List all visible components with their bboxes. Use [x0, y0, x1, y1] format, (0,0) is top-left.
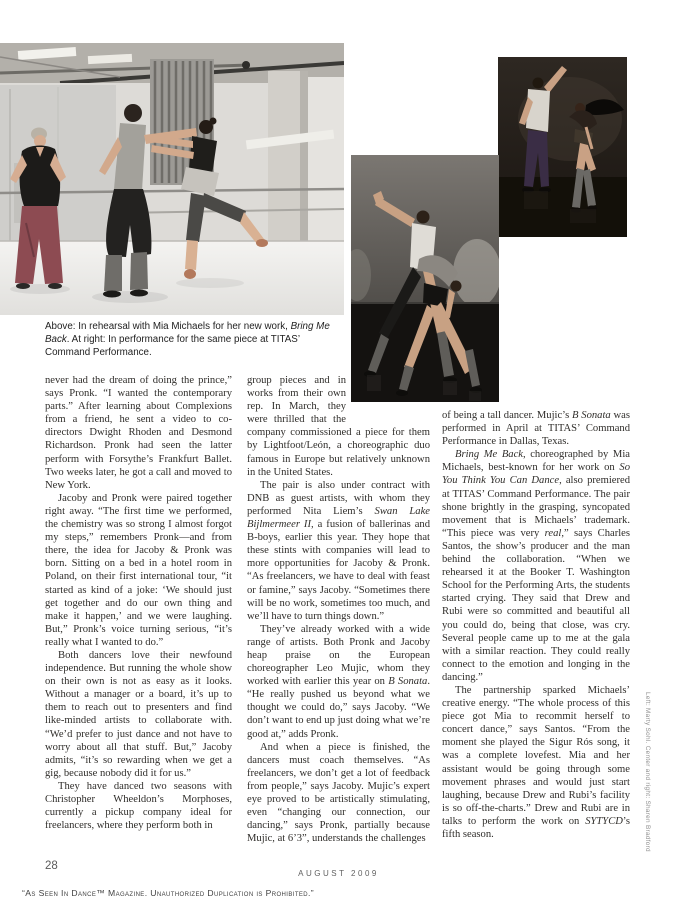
article-column-1: [45, 374, 232, 832]
body-paragraph: never had the dream of doing the prince,” says Pronk. “I wanted the contemporary parts.” After learning about Complexions from a friend, he sent a video to co-directors Dwight Rhoden and Desmond Richardson. Pronk had seen the latter perform with Forsythe’s Frankfurt Ballet. Two weeks later, he got a call and moved to New York.: [45, 375, 232, 491]
body-paragraph: The pair is also under contract with DNB as guest artists, with whom they performed Nita Liem’s Swan Lake Bijlmermeer II, a fusion of ballerinas and B-boys, earlier this year. They hope that these stints with companies will lead to more opportunities for Jacoby & Pronk. “As freelancers, we have to deal with feast or famine,” says Jacoby. “Sometimes there will be no work, sometimes too much, and we’ll have to turn things down.”: [247, 479, 430, 622]
body-paragraph: And when a piece is finished, the dancers must coach themselves. “As freelancers, we don’t get a lot of feedback from people,” says Jacoby. Mujic’s expert eye proved to be artistically stimulating, even “changing our connection, our dancing,” says Pronk, partially because Mujic, at 6’3”, understands the challenges: [247, 741, 430, 845]
performance-photo-upper: [498, 57, 627, 237]
photo-caption: Above: In rehearsal with Mia Michaels for her new work, Bring Me Back. At right: In performance for the same piece at TITAS’ Command Performance.: [45, 321, 330, 358]
copyright-disclaimer: “As Seen In Dance™ Magazine. Unauthorized Duplication is Prohibited.”: [22, 888, 315, 898]
photo-credit: Left: Marty Sohl. Center and right: Sharen Bradford: [644, 692, 651, 852]
rehearsal-photo: [0, 43, 344, 315]
body-paragraph: Bring Me Back, choreographed by Mia Michaels, best-known for her work on So You Think You Can Dance, also premiered at TITAS’ Command Performance. The pair shone brightly in the grasping, syncopated movement that is Michaels’ trademark. “This piece was very real,” says Charles Santos, the show’s producer and the man behind the collaboration. “When we rehearsed it at the Booker T. Washington School for the Performing Arts, the students started crying. They said that Drew and Rubi were so committed and beautiful all you could do, being that close, was cry. Several people came up to me at the gala with a similar reaction. They could really connect to the emotion and longing in the dancing.”: [442, 449, 631, 683]
body-paragraph: The partnership sparked Michaels’ creative energy. “The whole process of this piece got Mia to recommit herself to concert dance,” says Santos. “From the moment she played the Sigur Rós song, it was a complete lovefest. Mia and her assistant would be going through some movement phrases and would just start laughing, because Drew and Rubi’s facility is so off-the-charts.” Drew and Rubi are in talks to perform the work on SYTYCD’s fifth season.: [442, 684, 630, 840]
body-paragraph: They’ve already worked with a wide range of artists. Both Pronk and Jacoby heap praise on the European choreographer Leo Mujic, whom they worked with earlier this year on B Sonata. “He really pushed us beyond what we thought we could do,” says Jacoby. “We don’t want to end up just doing what we’re good at,” adds Pronk.: [247, 623, 430, 740]
performance-photo-main: [351, 155, 499, 402]
body-paragraph: They have danced two seasons with Christopher Wheeldon’s Morphoses, currently a pickup company ideal for freelancers, where they perform both in: [45, 780, 232, 832]
body-paragraph: of being a tall dancer. Mujic’s B Sonata was performed in April at TITAS’ Command Performance in Dallas, Texas.: [442, 410, 630, 448]
article-column-3: [442, 409, 630, 841]
page-number: 28: [45, 860, 58, 872]
body-paragraph: Both dancers love their newfound independence. But running the whole show on their own is not as easy as it looks. Without a manager or a board, it’s up to them to reach out to presenters and find like-minded artists to collaborate with. “We’d prefer to just dance and not have to worry about all that stuff. But,” Jacoby admits, “it’s so rewarding when we get a gig, because nobody did it for us.”: [45, 649, 232, 779]
photo-wrap-spacer: [346, 374, 430, 416]
body-paragraph: group pieces and in works from their own rep. In March, they were thrilled that the company commissioned a piece for them by Lightfoot/León, a choreographic duo famous in Europe but relatively unknown in the United States.: [247, 375, 430, 478]
issue-date: AUGUST 2009: [298, 869, 379, 878]
body-paragraph: Jacoby and Pronk were paired together right away. “The first time we performed, the chemistry was so strong I almost forgot my steps,” remembers Pronk—and from there, the idea for Jacoby & Pronk was born. Sitting on a bed in a hotel room in Poland, on their first international tour, “it started as kind of a joke: ‘We should just get together and do our own thing and make it happen,’ and we were laughing. But,” Pronk’s voice turning serious, “it’s really what I wanted to do.”: [45, 492, 232, 648]
article-column-2: [247, 374, 430, 845]
